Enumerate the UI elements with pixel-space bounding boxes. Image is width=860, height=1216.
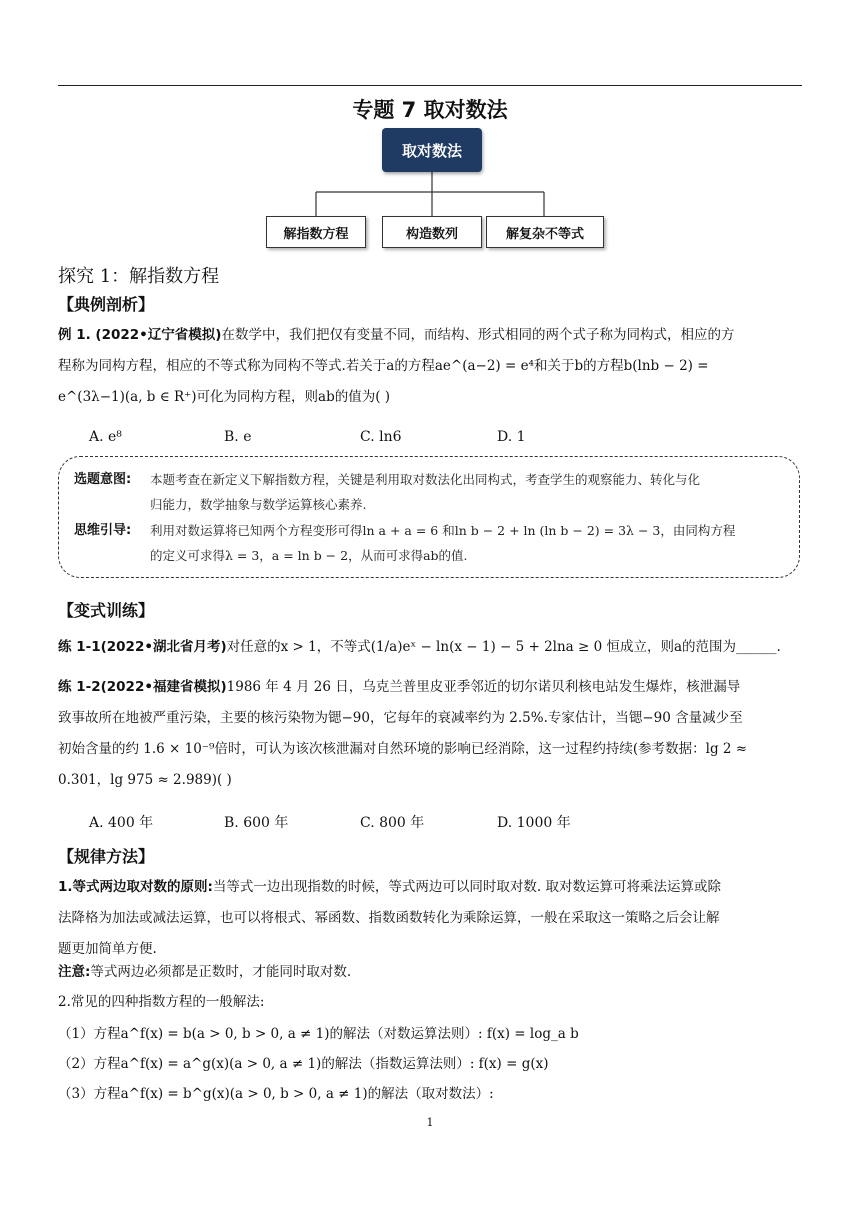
example-label: 例 1. (2022•辽宁省模拟): [58, 327, 222, 343]
choice-d: D. 1000 年: [497, 815, 571, 831]
choice-c: C. ln6: [360, 429, 402, 445]
guide-label: 思维引导:: [74, 523, 132, 538]
training-heading: 【变式训练】: [58, 601, 155, 620]
page-number: 1: [426, 1116, 434, 1129]
method-paragraph-1: [58, 872, 802, 965]
intent-text-1: 本题考查在新定义下解指数方程，关键是利用取对数法化出同构式，考查学生的观察能力、转化与化: [150, 472, 701, 487]
choice-b: B. e: [224, 429, 252, 445]
choice-a: A. e⁸: [89, 429, 122, 445]
method-p1-bold: 1.等式两边取对数的原则:: [58, 879, 213, 895]
method-p1-line-1: 当等式一边出现指数的时候，等式两边可以同时取对数. 取对数运算可将乘法运算或除: [212, 879, 722, 895]
exercise-1-2-line-2: 致事故所在地被严重污染，主要的核污染物为锶−90，它每年的衰减率约为 2.5%.专家估计，当锶−90 含量减少至: [58, 710, 743, 726]
method-heading: 【规律方法】: [58, 847, 155, 866]
exercise-1-2-label: 练 1-2(2022•福建省模拟): [58, 679, 227, 695]
method-case-3: （3）方程a^f(x) = b^g(x)(a > 0, b > 0, a ≠ 1)的解法（取对数法）:: [58, 1086, 494, 1102]
example-heading: 【典例剖析】: [58, 295, 155, 314]
method-case-2: （2）方程a^f(x) = a^g(x)(a > 0, a ≠ 1)的解法（指数运算法则）: f(x) = g(x): [58, 1056, 549, 1072]
section-heading: 探究 1：解指数方程: [58, 266, 220, 287]
example-line-3: e^(3λ−1)(a, b ∈ R⁺)可化为同构方程，则ab的值为( ): [58, 389, 391, 405]
example-1: [58, 320, 802, 413]
exercise-1-1-text: 对任意的x > 1，不等式(1/a)eˣ − ln(x − 1) − 5 + 2lna ≥ 0 恒成立，则a的范围为______.: [226, 639, 781, 655]
page-title: 专题 7 取对数法: [352, 98, 508, 122]
mindmap-root: 取对数法: [382, 128, 482, 172]
intent-text-2: 归能力，数学抽象与数学运算核心素养.: [150, 497, 367, 512]
choice-b: B. 600 年: [224, 815, 289, 831]
choice-d: D. 1: [497, 429, 526, 445]
method-p1-line-2: 法降格为加法或减法运算，也可以将根式、幂函数、指数函数转化为乘除运算，一般在采取这一策略之后会让解: [58, 910, 720, 926]
example-line-1: 在数学中，我们把仅有变量不同，而结构、形式相同的两个式子称为同构式，相应的方: [221, 327, 735, 343]
example-line-2: 程称为同构方程，相应的不等式称为同构不等式.若关于a的方程ae^(a−2) = e⁴和关于b的方程b(lnb − 2) =: [58, 358, 709, 374]
mindmap-child-exponential-equation: 解指数方程: [266, 216, 366, 248]
note-bold: 注意:: [58, 964, 91, 980]
note-text: 等式两边必须都是正数时，才能同时取对数.: [90, 964, 352, 980]
mindmap-child-construct-sequence: 构造数列: [382, 216, 482, 248]
mindmap-child-complex-inequality: 解复杂不等式: [486, 216, 604, 248]
exercise-1-2: [58, 672, 802, 796]
intent-label: 选题意图:: [74, 472, 132, 487]
guide-text-1: 利用对数运算将已知两个方程变形可得ln a + a = 6 和ln b − 2 + ln (ln b − 2) = 3λ − 3，由同构方程: [150, 523, 736, 538]
guide-text-2: 的定义可求得λ = 3，a = ln b − 2，从而可求得ab的值.: [150, 548, 468, 563]
exercise-1-1: [58, 632, 802, 663]
method-paragraph-2: 2.常见的四种指数方程的一般解法:: [58, 994, 265, 1010]
method-note: [58, 957, 802, 988]
exercise-1-2-line-3: 初始含量的约 1.6 × 10⁻⁹倍时，可认为该次核泄漏对自然环境的影响已经消除，这一过程约持续(参考数据：lg 2 ≈: [58, 741, 748, 757]
exercise-1-2-line-4: 0.301，lg 975 ≈ 2.989)( ): [58, 772, 232, 788]
choice-c: C. 800 年: [360, 815, 425, 831]
method-case-1: （1）方程a^f(x) = b(a > 0, b > 0, a ≠ 1)的解法（对数运算法则）: f(x) = log_a b: [58, 1026, 579, 1042]
exercise-1-1-label: 练 1-1(2022•湖北省月考): [58, 639, 227, 655]
exercise-1-2-line-1: 1986 年 4 月 26 日，乌克兰普里皮亚季邻近的切尔诺贝利核电站发生爆炸，核泄漏导: [226, 679, 741, 695]
choice-a: A. 400 年: [89, 815, 154, 831]
method-p1-line-3: 题更加简单方便.: [58, 941, 157, 957]
